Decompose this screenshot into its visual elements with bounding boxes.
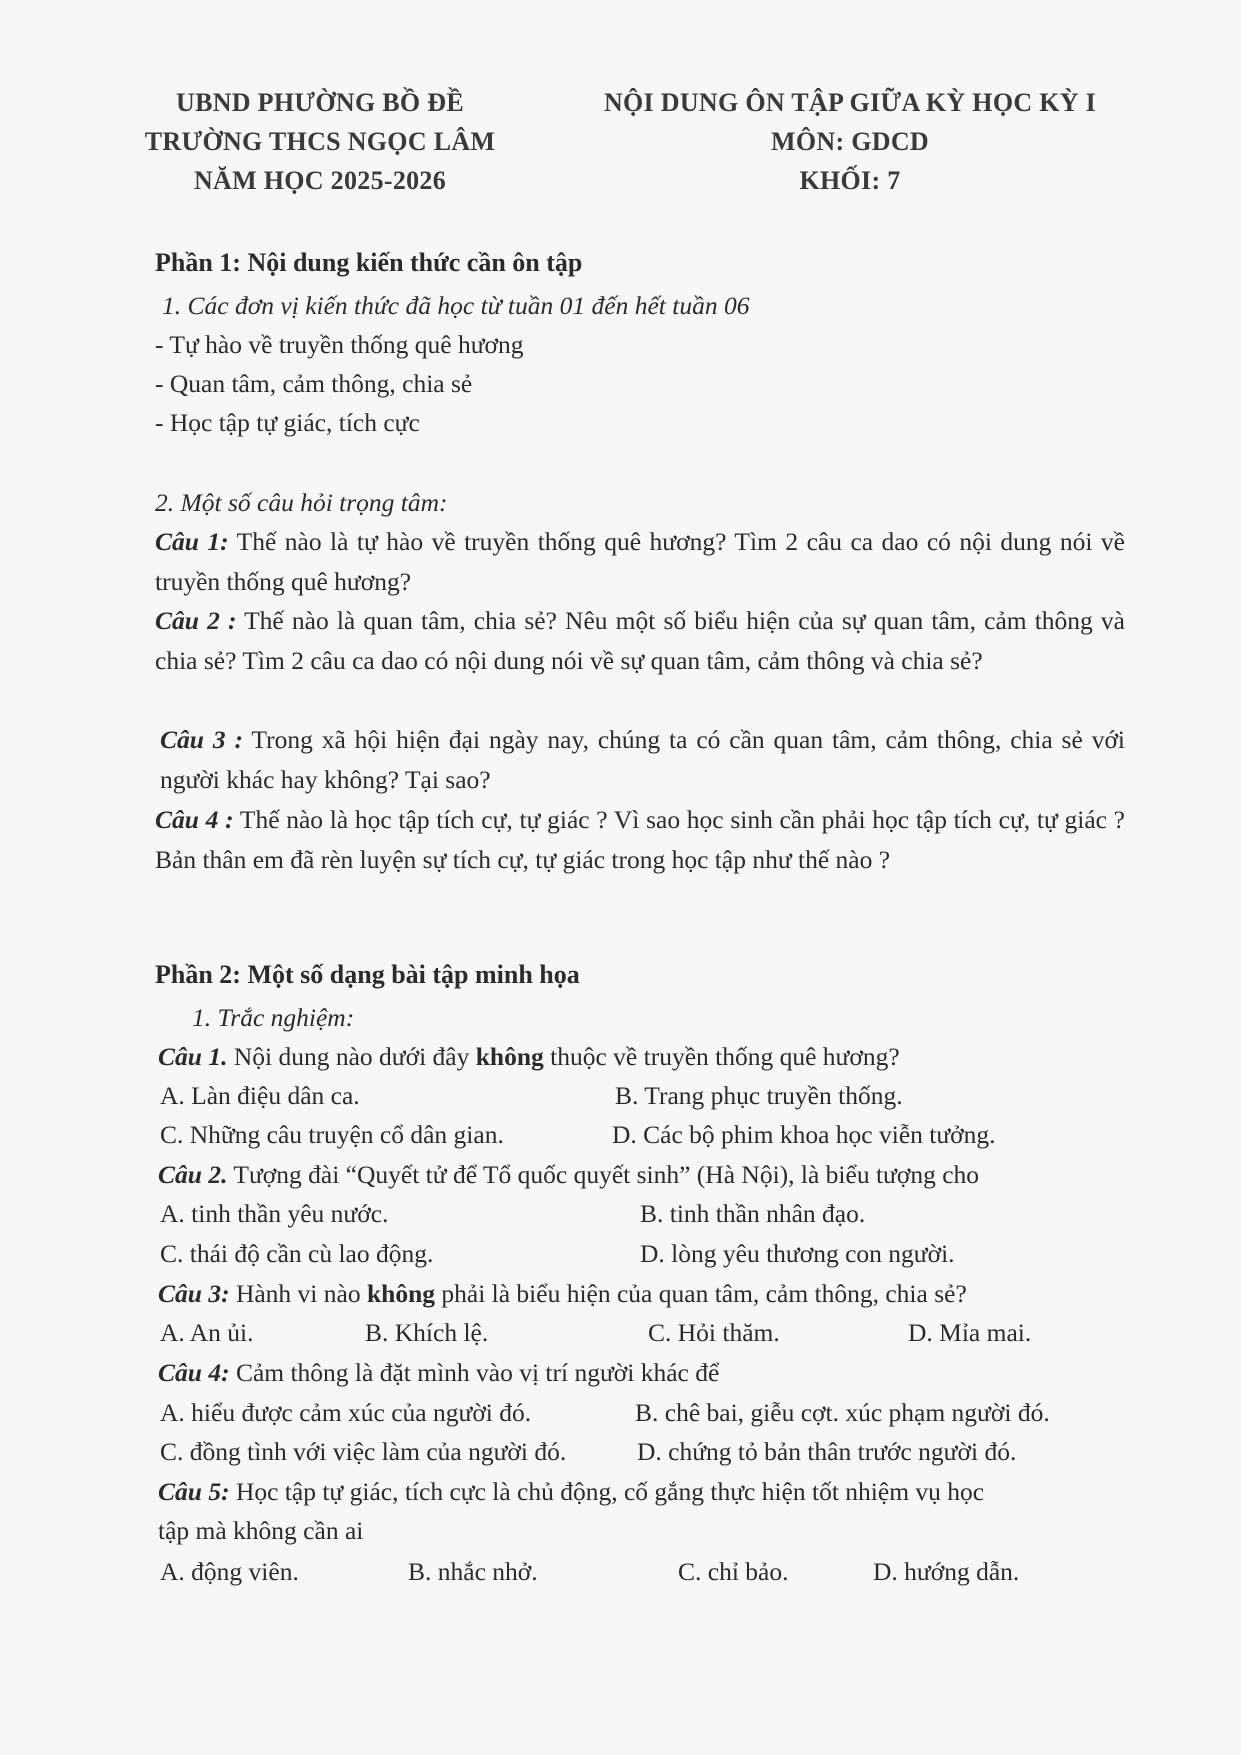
mc-question-4: Câu 4: Cảm thông là đặt mình vào vị trí người khác để — [158, 1358, 720, 1387]
option-d: D. Mỉa mai. — [908, 1318, 1032, 1347]
option-a: A. tinh thần yêu nước. — [160, 1199, 389, 1228]
mc-question-2: Câu 2. Tượng đài “Quyết tử để Tổ quốc quyết sinh” (Hà Nội), là biểu tượng cho — [158, 1160, 980, 1189]
part2-title: Phần 2: Một số dạng bài tập minh họa — [155, 960, 580, 989]
question-1 — [155, 522, 1125, 602]
document-title: NỘI DUNG ÔN TẬP GIỮA KỲ HỌC KỲ I — [603, 88, 1097, 117]
part2-subheading-1: 1. Trắc nghiệm: — [192, 1003, 355, 1032]
question-label: Câu 1: — [155, 527, 229, 556]
option-a: A. Làn điệu dân ca. — [160, 1081, 360, 1110]
option-c: C. đồng tình với việc làm của người đó. — [160, 1437, 567, 1466]
question-label: Câu 4: — [158, 1358, 230, 1387]
school-authority: UBND PHƯỜNG BỒ ĐỀ — [176, 88, 464, 117]
option-c: C. chỉ bảo. — [678, 1557, 789, 1586]
school-year: NĂM HỌC 2025-2026 — [193, 166, 447, 195]
part1-subheading-1: 1. Các đơn vị kiến thức đã học từ tuần 01 đến hết tuần 06 — [162, 291, 750, 320]
question-4 — [155, 800, 1125, 880]
option-c: C. thái độ cần cù lao động. — [160, 1239, 434, 1268]
mc-question-5-continued: tập mà không cần ai — [158, 1516, 364, 1545]
part1-title: Phần 1: Nội dung kiến thức cần ôn tập — [155, 248, 583, 277]
subject-label: MÔN: GDCD — [771, 127, 929, 156]
question-label: Câu 5: — [158, 1477, 230, 1506]
question-label: Câu 2 : — [155, 606, 237, 635]
option-b: B. chê bai, giễu cợt. xúc phạm người đó. — [635, 1398, 1050, 1427]
mc-question-5: Câu 5: Học tập tự giác, tích cực là chủ động, cố gắng thực hiện tốt nhiệm vụ học — [158, 1477, 985, 1506]
mc-question-3: Câu 3: Hành vi nào không phải là biểu hiện của quan tâm, cảm thông, chia sẻ? — [158, 1279, 967, 1308]
knowledge-item: - Tự hào về truyền thống quê hương — [155, 330, 524, 359]
knowledge-item: - Học tập tự giác, tích cực — [155, 408, 420, 437]
option-d: D. lòng yêu thương con người. — [640, 1239, 955, 1268]
question-label: Câu 4 : — [155, 805, 234, 834]
option-a: A. động viên. — [160, 1557, 299, 1586]
grade-label: KHỐI: 7 — [799, 166, 901, 195]
option-c: C. Những câu truyện cổ dân gian. — [160, 1120, 504, 1149]
question-text: Thế nào là học tập tích cự, tự giác ? Vì sao học sinh cần phải học tập tích cự, tự giác ? Bản thân em đã rèn luyện sự tích cự, tự giác trong học tập như thế nào ? — [155, 805, 1125, 874]
option-c: C. Hỏi thăm. — [648, 1318, 780, 1347]
option-b: B. tinh thần nhân đạo. — [640, 1199, 866, 1228]
option-d: D. chứng tỏ bản thân trước người đó. — [637, 1437, 1017, 1466]
question-label: Câu 2. — [158, 1160, 228, 1189]
question-label: Câu 3: — [158, 1279, 230, 1308]
option-d: D. hướng dẫn. — [873, 1557, 1020, 1586]
question-text: Trong xã hội hiện đại ngày nay, chúng ta có cần quan tâm, cảm thông, chia sẻ với người khác hay không? Tại sao? — [160, 725, 1126, 794]
school-name: TRƯỜNG THCS NGỌC LÂM — [144, 127, 496, 156]
part1-subheading-2: 2. Một số câu hỏi trọng tâm: — [155, 488, 448, 517]
question-2 — [155, 601, 1125, 681]
question-label: Câu 3 : — [160, 725, 243, 754]
question-text: Thế nào là tự hào về truyền thống quê hương? Tìm 2 câu ca dao có nội dung nói về truyền thống quê hương? — [155, 527, 1125, 596]
option-b: B. nhắc nhở. — [408, 1557, 538, 1586]
option-b: B. Khích lệ. — [365, 1318, 489, 1347]
option-a: A. An ủi. — [160, 1318, 254, 1347]
question-3 — [160, 720, 1125, 800]
option-b: B. Trang phục truyền thống. — [615, 1081, 903, 1110]
mc-question-1: Câu 1. Nội dung nào dưới đây không thuộc về truyền thống quê hương? — [158, 1042, 900, 1071]
knowledge-item: - Quan tâm, cảm thông, chia sẻ — [155, 369, 473, 398]
option-d: D. Các bộ phim khoa học viễn tưởng. — [612, 1120, 996, 1149]
question-label: Câu 1. — [158, 1042, 228, 1071]
option-a: A. hiểu được cảm xúc của người đó. — [160, 1398, 532, 1427]
question-text: Thế nào là quan tâm, chia sẻ? Nêu một số biểu hiện của sự quan tâm, cảm thông và chia sẻ? Tìm 2 câu ca dao có nội dung nói về sự quan tâm, cảm thông và chia sẻ? — [155, 606, 1125, 675]
